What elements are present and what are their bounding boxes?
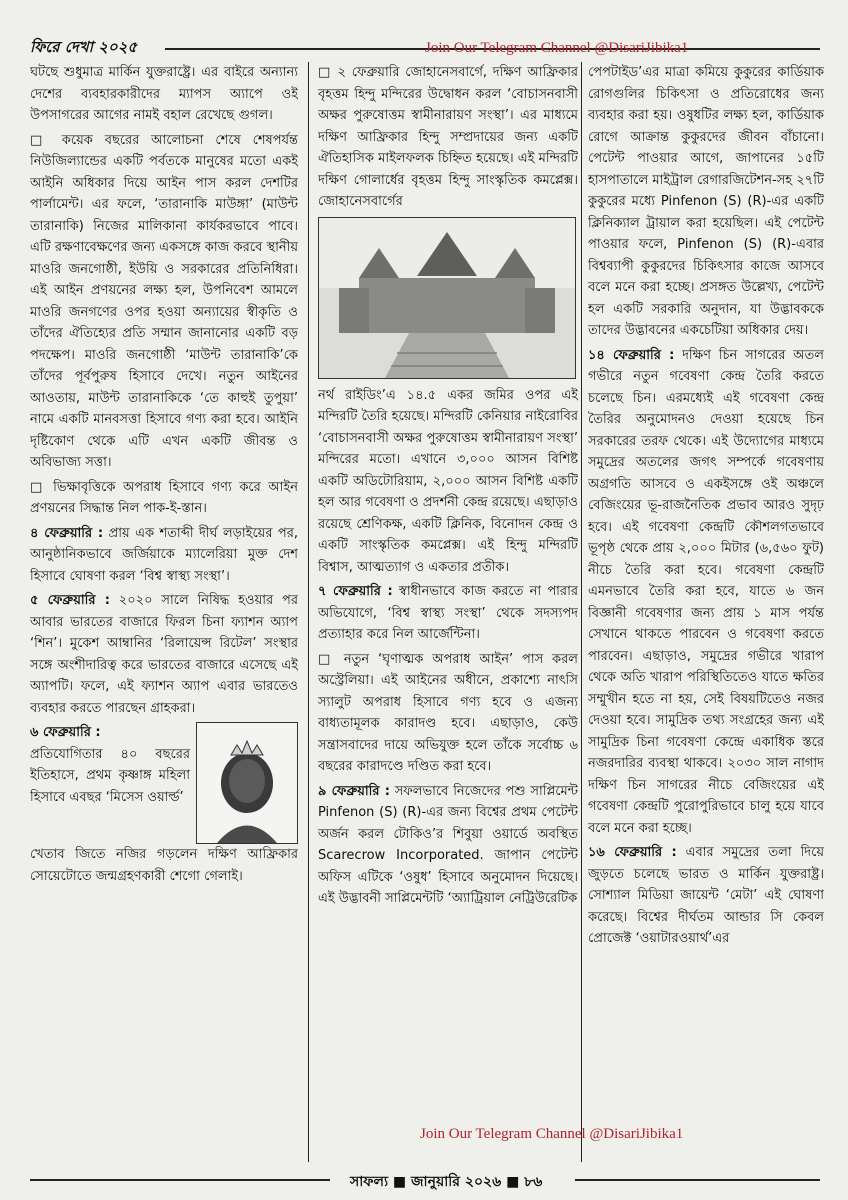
date-label: ১৪ ফেব্রুয়ারি :: [588, 347, 675, 363]
paragraph: ৫ ফেব্রুয়ারি : ২০২০ সালে নিষিদ্ধ হওয়ার পর আবার ভারতের বাজারে ফিরল চিনা ফ্যাশন অ্যাপ ‘শিন’। মুকেশ আম্বানির ‘রিলায়েন্স রিটেল’ সংস্থার সঙ্গে অংশীদারিত্ব করে ভারতের বাজারে এসেছে এই অ্যাপটি। ফলে, এই ফ্যাশন অ্যাপ এবার ভারতেও ব্যবহার করতে পারছেন গ্রাহকরা।: [30, 593, 298, 716]
date-label: ৫ ফেব্রুয়ারি :: [30, 593, 110, 608]
paragraph: ৭ ফেব্রুয়ারি : স্বাধীনভাবে কাজ করতে না পারার অভিযোগে, ‘বিশ্ব স্বাস্থ্য সংস্থা’ থেকে সদস্যপদ প্রত্যাহার করে নিল আর্জেন্টিনা।: [318, 584, 578, 642]
paragraph: ১৪ ফেব্রুয়ারি : দক্ষিণ চিন সাগরের অতল গভীরে নতুন গবেষণা কেন্দ্র তৈরি করতে চলেছে চিন। এরমধ্যেই এই গবেষণা কেন্দ্র তৈরির অনুমোদনও দেওয়া হয়েছে চিন সরকারের তরফ থেকে। এই উদ্যোগের মাধ্যমে সমুদ্রের অতলের জগৎ সম্পর্কে গবেষণায় অগ্রগতি আসবে ও একইসঙ্গে ওই অঞ্চলে বেজিংয়ের ভূ-রাজনৈতিক প্রভাব আরও সুদৃঢ় হবে। এই গবেষণা কেন্দ্রটি কৌশলগতভাবে ভূপৃষ্ঠ থেকে প্রায় ২,০০০ মিটার (৬,৫৬০ ফুট) নীচে তৈরি করা হবে। গবেষণা কেন্দ্রটি এমনভাবে তৈরি করা হবে, যাতে ৬ জন বিজ্ঞানী গবেষণার জন্য প্রায় ১ মাস পর্যন্ত সেখানে থাকতে পারবেন ও গবেষণা করতে পারবেন। এছাড়াও, সমুদ্রের গভীরে খারাপ থেকে অতি খারাপ পরিস্থিতিতেও যাতে ক্ষতির সম্মুখীন হতে না হয়, সেই বিষয়টিতেও নজর দেওয়া হবে। সামুদ্রিক তথ্য সংগ্রহের জন্য এই সামুদ্রিক চিনা গবেষণা কেন্দ্রে একাধিক স্তরে নজরদারির ব্যবস্থা থাকবে। ২০৩০ সাল নাগাদ দক্ষিণ চিন সাগরের নীচে বেজিংয়ের এই গবেষণা কেন্দ্রটি পুরোপুরিভাবে চালু হয়ে যাবে বলে মনে করা হচ্ছে।: [588, 347, 824, 836]
date-label: ১৬ ফেব্রুয়ারি :: [588, 845, 677, 860]
paragraph: ১৬ ফেব্রুয়ারি : এবার সমুদ্রের তলা দিয়ে জুড়তে চলেছে ভারত ও মার্কিন যুক্তরাষ্ট্র। সোশ্যাল মিডিয়া জায়েন্ট ‘মেটা’ এই ঘোষণা করেছে। বিশ্বের দীর্ঘতম আন্ডার সি কেবল প্রোজেক্ট ‘ওয়াটারওয়ার্থ’এর: [588, 845, 824, 946]
date-label: ৪ ফেব্রুয়ারি :: [30, 525, 104, 541]
paragraph: নর্থ রাইডিং’এ ১৪.৫ একর জমির ওপর এই মন্দিরটি তৈরি হয়েছে। মন্দিরটি কেনিয়ার নাইরোবির ‘বোচাসনবাসী অক্ষর পুরুষোত্তম স্বামীনারায়ণ সংস্থা’ মন্দিরের মতো। এখানে ৩,০০০ আসন বিশিষ্ট একটি অডিটোরিয়াম, ২,০০০ আসন বিশিষ্ট একটি হল আর গবেষণা ও প্রদর্শনী কেন্দ্র রয়েছে। এছাড়াও রয়েছে শ্রেণিকক্ষ, একটি ক্লিনিক, বিনোদন কেন্দ্র ও একটি সাংস্কৃতিক কমপ্লেক্স। এই হিন্দু মন্দিরটি বিশ্বাস, আত্মত্যাগ ও একতার প্রতীক।: [318, 387, 578, 575]
column-divider: [581, 62, 582, 1162]
column-2: [318, 62, 578, 1170]
paragraph: ৪ ফেব্রুয়ারি : প্রায় এক শতাব্দী দীর্ঘ লড়াইয়ের পর, আনুষ্ঠানিকভাবে জর্জিয়াকে ম্যালেরিয়া মুক্ত দেশ হিসাবে ঘোষণা করল ‘বিশ্ব স্বাস্থ্য সংস্থা’।: [30, 525, 298, 584]
column-1: [30, 62, 298, 1170]
footer-rule: [575, 1179, 820, 1181]
date-label: ৯ ফেব্রুয়ারি :: [318, 783, 390, 799]
column-divider: [308, 62, 309, 1162]
section-title: ফিরে দেখা ২০২৫: [30, 38, 138, 56]
paragraph: ৯ ফেব্রুয়ারি : সফলভাবে নিজেদের পশু সাপ্লিমেন্ট Pinfenon (S) (R)-এর জন্য বিশ্বের প্রথম পেটেন্ট অর্জন করল টোকিও’র শিবুয়া ওয়ার্ডে অবস্থিত Scarecrow Incorporated. জাপান পেটেন্ট অফিস এটিকে ‘ওষুধ’ হিসাবে অনুমোদন দিয়েছে। এই উদ্ভাবনী সাপ্লিমেন্টটি ‘অ্যাট্রিয়াল নেট্রিউরেটিক: [318, 783, 578, 906]
date-label: ৬ ফেব্রুয়ারি :: [30, 725, 101, 740]
paragraph: □ ২ ফেব্রুয়ারি জোহানেসবার্গে, দক্ষিণ আফ্রিকার বৃহত্তম হিন্দু মন্দিরের উদ্বোধন করল ‘বোচাসনবাসী অক্ষর পুরুষোত্তম স্বামীনারায়ণ সংস্থা’। এর মাধ্যমে দক্ষিণ আফ্রিকার হিন্দু সম্প্রদায়ের জন্য একটি ঐতিহাসিক মাইলফলক চিহ্নিত হয়েছে। এই মন্দিরটি দক্ষিণ গোলার্ধের বৃহত্তম হিন্দু সাংস্কৃতিক কমপ্লেক্স। জোহানেসবার্গের: [318, 65, 578, 209]
telegram-watermark-bottom: Join Our Telegram Channel @DisariJibika1: [420, 1126, 684, 1142]
paragraph: □ ভিক্ষাবৃত্তিকে অপরাধ হিসাবে গণ্য করে আইন প্রণয়নের সিদ্ধান্ত নিল পাক-ই-স্তান।: [30, 479, 298, 516]
column-3: [588, 62, 824, 1170]
paragraph: ঘটছে শুধুমাত্র মার্কিন যুক্তরাষ্ট্রে। এর বাইরে অন্যান্য দেশের ব্যবহারকারীদের ম্যাপস অ্যাপে ওই উপসাগরের আগের নামই বহাল রেখেছে গুগল।: [30, 65, 298, 123]
footer-text: সাফল্য ■ জানুয়ারি ২০২৬ ■ ৮৬: [350, 1174, 543, 1190]
paragraph: খেতাব জিতে নজির গড়লেন দক্ষিণ আফ্রিকার সোয়েটোতে জন্মগ্রহণকারী শেগো গেলাই।: [30, 847, 298, 884]
miss-world-block: [30, 722, 298, 844]
winner-portrait-image: [196, 722, 298, 844]
page-footer: [30, 1168, 820, 1192]
telegram-watermark-top: Join Our Telegram Channel @DisariJibika1: [425, 40, 689, 56]
date-label: ৭ ফেব্রুয়ারি :: [318, 584, 393, 599]
paragraph: পেপটাইড’এর মাত্রা কমিয়ে কুকুরের কার্ডিয়াক রোগগুলির চিকিৎসা ও প্রতিরোধের জন্য ব্যবহার করা হয়। ওষুধটির লক্ষ্য হল, কার্ডিয়াক রোগে আক্রান্ত কুকুরদের জীবন বাঁচানো। পেটেন্ট পাওয়ার আগে, জাপানের ১৫টি হাসপাতালে মাইট্রাল রেগারজিটেশন-সহ ২৭টি কুকুরের মধ্যে Pinfenon (S) (R)-এর একটি ক্লিনিক্যাল ট্রায়াল করা হয়েছিল। এই পেটেন্ট পাওয়ার ফলে, Pinfenon (S) (R)-এবার বিশ্বব্যাপী কুকুরদের চিকিৎসার কাজে আসবে বলে মনে করা হচ্ছে। প্রসঙ্গত উল্লেখ্য, পেটেন্ট হল একটি সরকারি অনুদান, যা উদ্ভাবককে তাদের উদ্ভাবনের একচেটিয়া অধিকার দেয়।: [588, 65, 824, 338]
paragraph: প্রতিযোগিতার ৪০ বছরের ইতিহাসে, প্রথম কৃষ্ণাঙ্গ মহিলা হিসাবে এবছর ‘মিসেস ওয়ার্ল্ড’: [30, 746, 190, 805]
footer-rule: [30, 1179, 330, 1181]
temple-photo: [318, 217, 576, 379]
paragraph: □ কয়েক বছরের আলোচনা শেষে শেষপর্যন্ত নিউজিল্যান্ডের একটি পর্বতকে মানুষের মতো একই আইনি অধিকার দিয়ে আইন পাস করল দেশটির পার্লামেন্ট। এর ফলে, ‘তারানাকি মাউঙ্গা’ (মাউন্ট তারানাকি) নিজের মালিকানা কার্যকরভাবে পাবে। এটি রক্ষণাবেক্ষণের জন্য একসঙ্গে কাজ করবে স্থানীয় মাওরি জনগোষ্ঠী, ইউয়ি ও সরকারের প্রতিনিধিরা। এই আইন প্রণয়নের লক্ষ্য হল, উপনিবেশ আমলে মাওরি জনগণের ওপর হওয়া অন্যায়ের স্বীকৃতি ও তাঁদের ঐতিহ্যের প্রতি সম্মান জানানোর একটি বড় পদক্ষেপ। মাওরি জনগোষ্ঠী ‘মাউন্ট তারানাকি’কে তাঁদের পূর্বপুরুষ হিসাবে দেখে। নতুন আইনের আওতায়, মাউন্ট তারানাকিকে ‘তে কাহুই তুপুয়া’ নামে একটি মানবসত্তা হিসাবে গণ্য করা হবে। আইনি দৃষ্টিকোণ থেকে এটি এখন একটি জীবন্ত ও অবিভাজ্য সত্তা।: [30, 132, 298, 470]
paragraph: □ নতুন ‘ঘৃণাত্মক অপরাধ আইন’ পাস করল অস্ট্রেলিয়া। এই আইনের অধীনে, প্রকাশ্যে নাৎসি স্যালুট অপরাধ হিসাবে গণ্য হবে ও এজন্য বাধ্যতামূলক কারাদণ্ড হবে। এছাড়াও, কেউ সন্ত্রাসবাদের দায়ে অভিযুক্ত হলে তাঁকে সর্বোচ্চ ৬ বছরের কারাদণ্ডে দণ্ডিত করা হবে।: [318, 651, 578, 774]
